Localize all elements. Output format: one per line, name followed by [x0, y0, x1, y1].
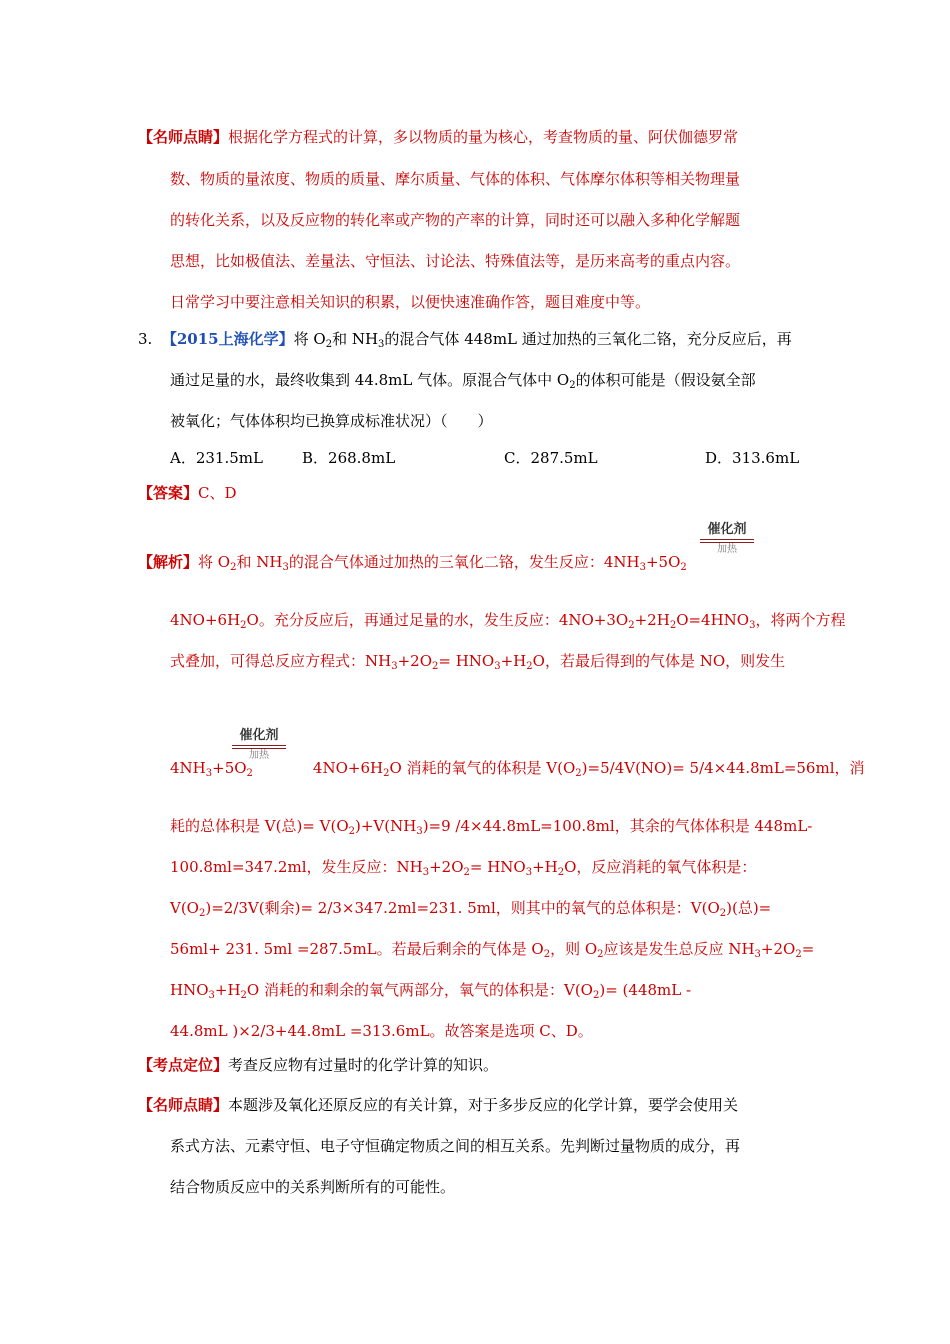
analysis-line-5: 耗的总体积是 V(总)= $V(O_2)+V(NH_3)=9$ /4×44.8mL=100.8ml，其余的气体体积是 448mL- — [170, 817, 813, 837]
location-line: 【考点定位】考查反应物有过量时的化学计算的知识。 — [138, 1056, 499, 1074]
analysis-line-7: $V(O_2)=2/3V$(剩余)= 2/3×347.2ml=231. 5ml，则其中的氧气的总体积是：$V(O_2)$(总)= — [170, 899, 772, 919]
answer-text: C、D — [198, 484, 237, 502]
question-line-2: 通过足量的水，最终收集到 44.8mL 气体。原混合气体中 $O_2$的体积可能是（假设氨全部 — [170, 371, 756, 391]
tip1-line-2: 数、物质的量浓度、物质的质量、摩尔质量、气体的体积、气体摩尔体积等相关物理量 — [170, 170, 741, 188]
tip1-tag: 【名师点睛】 — [138, 128, 229, 146]
analysis-line-2: $4NO+6H_2O$。充分反应后，再通过足量的水，发生反应：$4NO+3O_2+2H_2O=4HNO_3$，将两个方程 — [170, 611, 846, 631]
question-number: 3. — [138, 330, 153, 348]
option-c: C．287.5mL — [504, 449, 598, 467]
analysis-tag: 【解析】 — [138, 553, 199, 571]
question-line-3: 被氧化；气体体积均已换算成标准状况）（ ） — [170, 412, 493, 430]
tip1-line-5: 日常学习中要注意相关知识的积累，以便快速准确作答，题目难度中等。 — [170, 293, 651, 311]
analysis-line-8: 56ml+ 231. 5ml =287.5mL。若最后剩余的气体是 $O_2$，则 $O_2$应该是发生总反应 $NH_3+2O_2=$ — [170, 940, 815, 960]
option-d: D．313.6mL — [705, 449, 800, 467]
analysis-line-1: 【解析】将 $O_2$和 $NH_3$的混合气体通过加热的三氧化二铬，发生反应：$4NH_3+5O_2$ — [138, 553, 687, 573]
analysis-line-9: $HNO_3+H_2O$ 消耗的和剩余的氧气两部分，氧气的体积是：$V(O_2)= (448mL$ - — [170, 981, 692, 1001]
tip1-line-1: 【名师点睛】根据化学方程式的计算，多以物质的量为核心，考查物质的量、阿伏伽德罗常 — [138, 128, 739, 146]
analysis-line-6: 100.8ml=347.2ml，发生反应：$NH_3+2O_2= HNO_3+H_2O$，反应消耗的氧气体积是： — [170, 858, 757, 878]
tip2-tag: 【名师点睛】 — [138, 1096, 229, 1114]
question-options — [0, 447, 950, 469]
tip2-line-2: 系式方法、元素守恒、电子守恒确定物质之间的相互关系。先判断过量物质的成分，再 — [170, 1137, 741, 1155]
option-b: B．268.8mL — [302, 449, 396, 467]
analysis-line-4: $4NH_3+5O_2$ $4NO+6H_2O$ 消耗的氧气的体积是 $V(O_2)=5/4V(NO)= 5/4\times 44.8mL=56ml$，消 — [170, 759, 865, 779]
tip1-line-4: 思想，比如极值法、差量法、守恒法、讨论法、特殊值法等，是历来高考的重点内容。 — [170, 252, 741, 270]
option-a: A．231.5mL — [170, 449, 263, 467]
answer-line — [138, 482, 237, 504]
reaction-condition-1: 催化剂 加热 — [700, 522, 754, 556]
question-source: 【2015上海化学】 — [161, 330, 294, 348]
reaction-condition-2: 催化剂 加热 — [232, 728, 286, 762]
question-line-1: 3. 【2015上海化学】将 $O_2$和 $NH_3$的混合气体 448mL 通过加热的三氧化二铬，充分反应后，再 — [138, 330, 792, 350]
tip2-line-1: 【名师点睛】本题涉及氧化还原反应的有关计算，对于多步反应的化学计算，要学会使用关 — [138, 1096, 739, 1114]
analysis-line-10: 44.8mL )×2/3+44.8mL =313.6mL。故答案是选项 C、D。 — [170, 1022, 593, 1040]
analysis-line-3: 式叠加，可得总反应方程式：$NH_3+2O_2= HNO_3+H_2O$，若最后得到的气体是 NO，则发生 — [170, 652, 786, 672]
answer-tag: 【答案】 — [138, 484, 199, 502]
tip1-line-3: 的转化关系，以及反应物的转化率或产物的产率的计算，同时还可以融入多种化学解题 — [170, 211, 741, 229]
tip2-line-3: 结合物质反应中的关系判断所有的可能性。 — [170, 1178, 456, 1196]
location-tag: 【考点定位】 — [138, 1056, 229, 1074]
